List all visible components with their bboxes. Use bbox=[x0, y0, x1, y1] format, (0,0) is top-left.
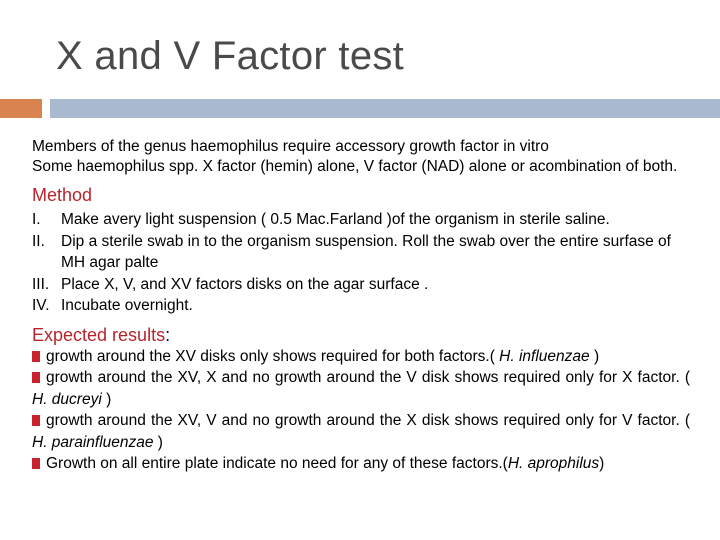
result-text: growth around the XV, X and no growth around the V disk shows required only for X factor. ( bbox=[46, 369, 690, 386]
step-number: I. bbox=[32, 211, 41, 228]
result-item bbox=[32, 453, 690, 475]
result-item bbox=[32, 367, 690, 410]
step-number: IV. bbox=[32, 297, 50, 314]
step-text: Incubate overnight. bbox=[61, 297, 193, 314]
organism-name: H. aprophilus bbox=[507, 455, 600, 472]
organism-name: H. parainfluenzae bbox=[32, 433, 154, 451]
step-text: Place X, V, and XV factors disks on the agar surface . bbox=[61, 275, 429, 293]
intro-line-1: Members of the genus haemophilus require accessory growth factor in vitro bbox=[32, 138, 549, 155]
result-text: growth around the XV disks only shows required for both factors.( bbox=[46, 347, 500, 365]
result-text: Growth on all entire plate indicate no need for any of these factors.( bbox=[46, 455, 508, 472]
result-item bbox=[32, 410, 690, 453]
step-text: Make avery light suspension ( 0.5 Mac.Farland )of the organism in sterile saline. bbox=[61, 211, 610, 228]
result-text-end: ) bbox=[101, 390, 112, 408]
bullet-square-icon bbox=[32, 458, 40, 469]
method-step bbox=[32, 231, 690, 274]
step-number: II. bbox=[32, 232, 45, 250]
method-list bbox=[32, 209, 690, 317]
result-item bbox=[32, 346, 690, 368]
step-number: III. bbox=[32, 275, 50, 293]
results-list bbox=[32, 346, 690, 475]
organism-name: H. influenzae bbox=[499, 347, 590, 365]
result-text: growth around the XV, V and no growth around the X disk shows required only for V factor. ( bbox=[46, 412, 690, 429]
bullet-square-icon bbox=[32, 351, 40, 362]
results-heading bbox=[32, 324, 690, 346]
results-heading-colon: : bbox=[165, 324, 171, 345]
bullet-square-icon bbox=[32, 415, 40, 426]
method-step bbox=[32, 209, 690, 231]
slide-body bbox=[32, 137, 690, 475]
method-step bbox=[32, 295, 690, 317]
method-heading: Method bbox=[32, 185, 93, 205]
results-heading-text: Expected results bbox=[32, 324, 166, 345]
slide-title: X and V Factor test bbox=[56, 34, 405, 78]
accent-bar-blue bbox=[50, 99, 720, 118]
bullet-square-icon bbox=[32, 372, 40, 383]
organism-name: H. ducreyi bbox=[32, 390, 102, 408]
result-text-end: ) bbox=[599, 455, 605, 472]
method-step bbox=[32, 274, 690, 296]
result-text-end: ) bbox=[153, 433, 163, 451]
step-text: Dip a sterile swab in to the organism suspension. Roll the swab over the entire surfase of MH agar palte bbox=[61, 232, 671, 271]
accent-bar-orange bbox=[0, 99, 42, 118]
result-text-end: ) bbox=[589, 347, 600, 365]
intro-line-2: Some haemophilus spp. X factor (hemin) alone, V factor (NAD) alone or acombination of both. bbox=[32, 158, 678, 175]
